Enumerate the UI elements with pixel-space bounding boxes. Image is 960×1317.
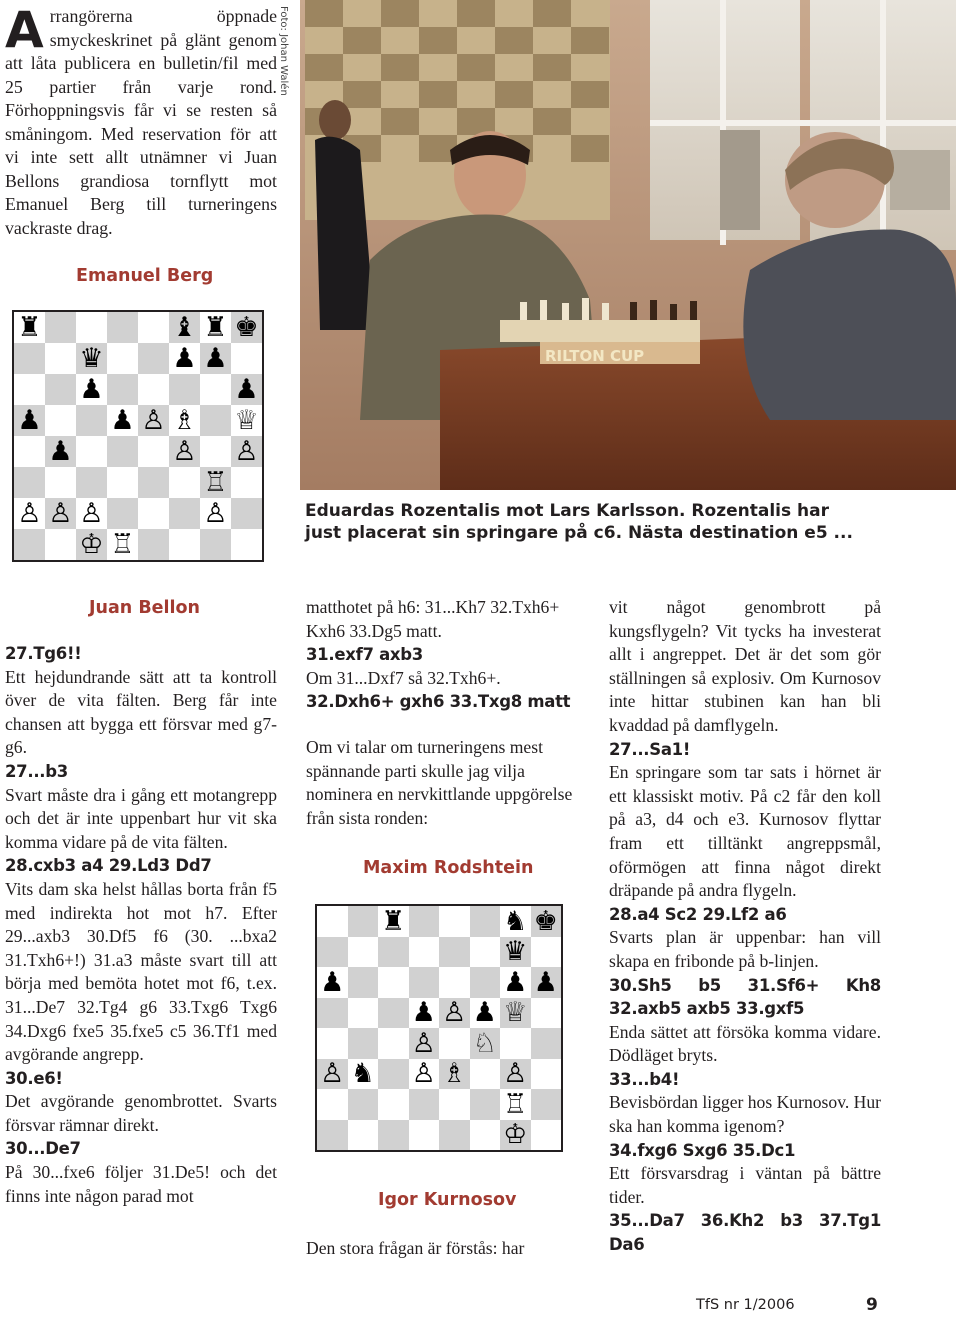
board-square — [470, 906, 501, 937]
body-paragraph: Om vi talar om turneringens mest spännande parti skulle jag vilja nominera en nervkittlande uppgörelse från sista ronden: — [306, 736, 573, 828]
footer-page-number: 9 — [866, 1295, 878, 1315]
chess-piece-square: ♙ — [409, 1059, 440, 1090]
board-square — [138, 529, 169, 560]
chess-piece-square: ♟ — [317, 967, 348, 998]
board-square — [500, 1028, 531, 1059]
chess-piece-square: ♖ — [500, 1089, 531, 1120]
chess-piece-square: ♙ — [409, 1028, 440, 1059]
diagram1-bottom-player: Juan Bellon — [89, 598, 201, 618]
chess-piece-square: ♔ — [500, 1120, 531, 1151]
paragraph-gap — [306, 714, 578, 736]
board-square — [348, 1120, 379, 1151]
chess-piece-square: ♞ — [348, 1059, 379, 1090]
chess-move: 30.e6! — [5, 1068, 63, 1088]
chess-piece-square: ♛ — [500, 937, 531, 968]
chess-piece-square: ♟ — [45, 436, 76, 467]
chess-diagram-2 — [315, 904, 563, 1152]
chess-piece-square: ♙ — [76, 498, 107, 529]
body-paragraph: Bevisbördan ligger hos Kurnosov. Hur ska han komma igenom? — [609, 1092, 882, 1137]
chess-move: 28.cxb3 a4 29.Ld3 Dd7 — [5, 856, 212, 876]
chess-piece-square: ♝ — [169, 312, 200, 343]
board-square — [378, 1028, 409, 1059]
chess-piece-square: ♙ — [14, 498, 45, 529]
board-square — [470, 1059, 501, 1090]
board-square — [45, 467, 76, 498]
body-paragraph: Svart måste dra i gång ett motangrepp och det är inte uppenbart hur vit ska komma vidare på de vita fälten. — [5, 784, 277, 852]
board-square — [169, 498, 200, 529]
board-square — [45, 529, 76, 560]
board-square — [76, 436, 107, 467]
body-paragraph: En springare som tar sats i hörnet är ett klassiskt motiv. På c2 får den koll på a3, d4 och e3. Kurnosov flyttar fram ett tilltänkt angreppsmål, oförmögen att finna något direkt dräpande på andra flygeln. — [609, 762, 881, 901]
chess-piece-square: ♙ — [317, 1059, 348, 1090]
chess-piece-square: ♘ — [470, 1028, 501, 1059]
chess-piece-square: ♟ — [14, 405, 45, 436]
board-square — [531, 937, 562, 968]
board-square — [439, 906, 470, 937]
board-square — [317, 1028, 348, 1059]
board-square — [45, 405, 76, 436]
diagram2-top-player: Maxim Rodshtein — [363, 858, 534, 878]
board-square — [317, 937, 348, 968]
chess-piece-square: ♟ — [200, 343, 231, 374]
chess-piece-square: ♙ — [138, 405, 169, 436]
article-column-3 — [609, 596, 881, 1257]
board-square — [45, 374, 76, 405]
board-square — [378, 1089, 409, 1120]
body-paragraph: matthotet på h6: 31...Kh7 32.Txh6+ Kxh6 33.Dg5 matt. — [306, 597, 560, 641]
intro-paragraph — [5, 1, 277, 240]
chess-piece-square: ♟ — [107, 405, 138, 436]
chess-move: 28.a4 Sc2 29.Lf2 a6 — [609, 904, 787, 924]
chess-piece-square: ♟ — [169, 343, 200, 374]
chess-piece-square: ♗ — [439, 1059, 470, 1090]
board-square — [348, 998, 379, 1029]
board-square — [531, 1120, 562, 1151]
chess-move: 32.Dxh6+ gxh6 33.Txg8 matt — [306, 692, 571, 712]
chess-piece-square: ♟ — [76, 374, 107, 405]
board-square — [409, 967, 440, 998]
board-square — [231, 498, 262, 529]
chess-piece-square: ♚ — [531, 906, 562, 937]
chess-piece-square: ♙ — [45, 498, 76, 529]
board-square — [200, 529, 231, 560]
chess-piece-square: ♙ — [439, 998, 470, 1029]
chess-piece-square: ♛ — [76, 343, 107, 374]
footer-magazine: TfS nr 1/2006 — [696, 1297, 795, 1313]
chess-piece-square: ♟ — [470, 998, 501, 1029]
board-square — [470, 1120, 501, 1151]
board-square — [317, 906, 348, 937]
board-square — [76, 405, 107, 436]
chess-move: 35...Da7 36.Kh2 b3 37.Tg1 Da6 — [609, 1211, 881, 1255]
board-square — [470, 967, 501, 998]
board-square — [107, 436, 138, 467]
board-square — [45, 343, 76, 374]
board-square — [231, 467, 262, 498]
board-square — [14, 374, 45, 405]
board-square — [169, 467, 200, 498]
article-column-1 — [5, 642, 277, 1208]
board-square — [439, 1028, 470, 1059]
chess-piece-square: ♟ — [500, 967, 531, 998]
board-square — [378, 1120, 409, 1151]
board-square — [531, 998, 562, 1029]
board-square — [14, 343, 45, 374]
board-square — [138, 343, 169, 374]
chess-piece-square: ♖ — [200, 467, 231, 498]
board-square — [317, 1089, 348, 1120]
board-square — [138, 436, 169, 467]
board-square — [439, 1089, 470, 1120]
board-square — [107, 312, 138, 343]
chess-move: 33...b4! — [609, 1069, 680, 1089]
board-square — [348, 937, 379, 968]
chess-piece-square: ♖ — [107, 529, 138, 560]
board-square — [107, 498, 138, 529]
chess-piece-square: ♟ — [531, 967, 562, 998]
body-paragraph: Om 31...Dxf7 så 32.Txh6+. — [306, 667, 501, 688]
chess-move: 27...b3 — [5, 761, 68, 781]
body-paragraph: Ett försvarsdrag i väntan på bättre tider. — [609, 1163, 881, 1207]
board-square — [409, 1120, 440, 1151]
board-square — [169, 529, 200, 560]
board-square — [348, 1089, 379, 1120]
board-square — [107, 343, 138, 374]
chess-piece-square: ♙ — [231, 436, 262, 467]
chess-piece-square: ♕ — [500, 998, 531, 1029]
board-square — [348, 906, 379, 937]
photo-credit: Foto: Johan Walén — [278, 6, 289, 96]
chess-move: 30...De7 — [5, 1139, 81, 1159]
board-square — [317, 998, 348, 1029]
chess-piece-square: ♙ — [200, 498, 231, 529]
chess-move: 30.Sh5 b5 31.Sf6+ Kh8 32.axb5 axb5 33.gxf5 — [609, 975, 881, 1019]
table-sign-text: RILTON CUP — [545, 347, 645, 365]
board-square — [378, 967, 409, 998]
intro-text: rrangörerna öppnade smyckeskrinet på glänt genom att låta publicera en bulletin/fil med 25 partier från varje rond. Förhoppningsvis får vi se resten så småningom. Med reservation för att vi inte sett allt utnämner vi Juan Bellons grandiosa tornflytt mot Emanuel Berg till turneringens vackraste drag. — [5, 6, 277, 238]
body-paragraph: Enda sättet att försöka komma vidare. Dödläget bryts. — [609, 1021, 881, 1066]
chess-move: 27.Tg6!! — [5, 644, 82, 663]
chess-piece-square: ♜ — [200, 312, 231, 343]
chess-piece-square: ♜ — [378, 906, 409, 937]
board-square — [348, 1028, 379, 1059]
diagram1-top-player: Emanuel Berg — [76, 266, 214, 286]
board-square — [409, 1089, 440, 1120]
body-paragraph: Ett hejdundrande sätt att ta kontroll över de vita fälten. Berg får inte chansen att bygga ett försvar med g7-g6. — [5, 666, 277, 758]
board-square — [409, 906, 440, 937]
chess-move: 31.exf7 axb3 — [306, 645, 423, 665]
board-square — [378, 937, 409, 968]
board-square — [14, 529, 45, 560]
drop-cap: A — [5, 1, 44, 59]
board-square — [76, 312, 107, 343]
board-square — [378, 998, 409, 1029]
board-square — [138, 498, 169, 529]
board-square — [138, 374, 169, 405]
article-column-2 — [306, 596, 578, 830]
chess-piece-square: ♙ — [169, 436, 200, 467]
chess-piece-square: ♞ — [500, 906, 531, 937]
board-square — [409, 937, 440, 968]
body-paragraph: vit något genombrott på kungsflygeln? Vit tycks ha investerat allt i angreppet. Det är det som gör ställningen så explosiv. Om Kurnosov inte hittar stubinen kan han bli kvaddad på damflygeln. — [609, 597, 881, 735]
board-square — [531, 1059, 562, 1090]
board-square — [317, 1120, 348, 1151]
board-square — [470, 937, 501, 968]
chess-piece-square: ♙ — [500, 1059, 531, 1090]
board-square — [200, 374, 231, 405]
board-square — [138, 467, 169, 498]
chess-piece-square: ♕ — [231, 405, 262, 436]
board-square — [200, 405, 231, 436]
board-square — [45, 312, 76, 343]
board-square — [14, 467, 45, 498]
board-square — [107, 467, 138, 498]
board-square — [378, 1059, 409, 1090]
board-square — [348, 967, 379, 998]
tournament-photo — [300, 0, 956, 490]
board-square — [138, 312, 169, 343]
board-square — [470, 1089, 501, 1120]
board-square — [439, 967, 470, 998]
diagram2-bottom-player: Igor Kurnosov — [378, 1190, 517, 1210]
chess-diagram-1 — [12, 310, 264, 562]
board-square — [531, 1028, 562, 1059]
chess-move: 34.fxg6 Sxg6 35.Dc1 — [609, 1140, 796, 1160]
chess-move: 27...Sa1! — [609, 739, 691, 759]
body-paragraph: Det avgörande genombrottet. Svarts försvar rämnar direkt. — [5, 1091, 277, 1135]
column-2-closing-text: Den stora frågan är förstås: har — [306, 1238, 525, 1258]
board-square — [439, 937, 470, 968]
board-square — [531, 1089, 562, 1120]
board-square — [231, 343, 262, 374]
board-square — [231, 529, 262, 560]
board-square — [169, 374, 200, 405]
board-square — [76, 467, 107, 498]
chess-piece-square: ♗ — [169, 405, 200, 436]
chess-piece-square: ♚ — [231, 312, 262, 343]
photo-caption: Eduardas Rozentalis mot Lars Karlsson. Rozentalis har just placerat sin springare på c6. Nästa destination e5 ... — [305, 501, 853, 543]
chess-piece-square: ♜ — [14, 312, 45, 343]
board-square — [200, 436, 231, 467]
chess-piece-square: ♟ — [231, 374, 262, 405]
body-paragraph: Svarts plan är uppenbar: han vill skapa en fribonde på b-linjen. — [609, 927, 881, 971]
body-paragraph: På 30...fxe6 följer 31.De5! och det finns inte någon parad mot — [5, 1162, 277, 1206]
board-square — [14, 436, 45, 467]
body-paragraph: Vits dam ska helst hållas borta från f5 med indirekta hot mot h7. Efter 29...axb3 30.Df5 f6 (30. ...bxa2 31.Txh6+!) 31.a3 måste svart till att börja med bemöta hotet mot f6, t.ex. 31...De7 32.Tg4 g6 33.Txg6 Txg6 34.Dxg6 fxe5 35.fxe5 c5 36.Tf1 med avgörande angrepp. — [5, 878, 277, 1065]
board-square — [439, 1120, 470, 1151]
chess-piece-square: ♟ — [409, 998, 440, 1029]
chess-piece-square: ♔ — [76, 529, 107, 560]
board-square — [107, 374, 138, 405]
